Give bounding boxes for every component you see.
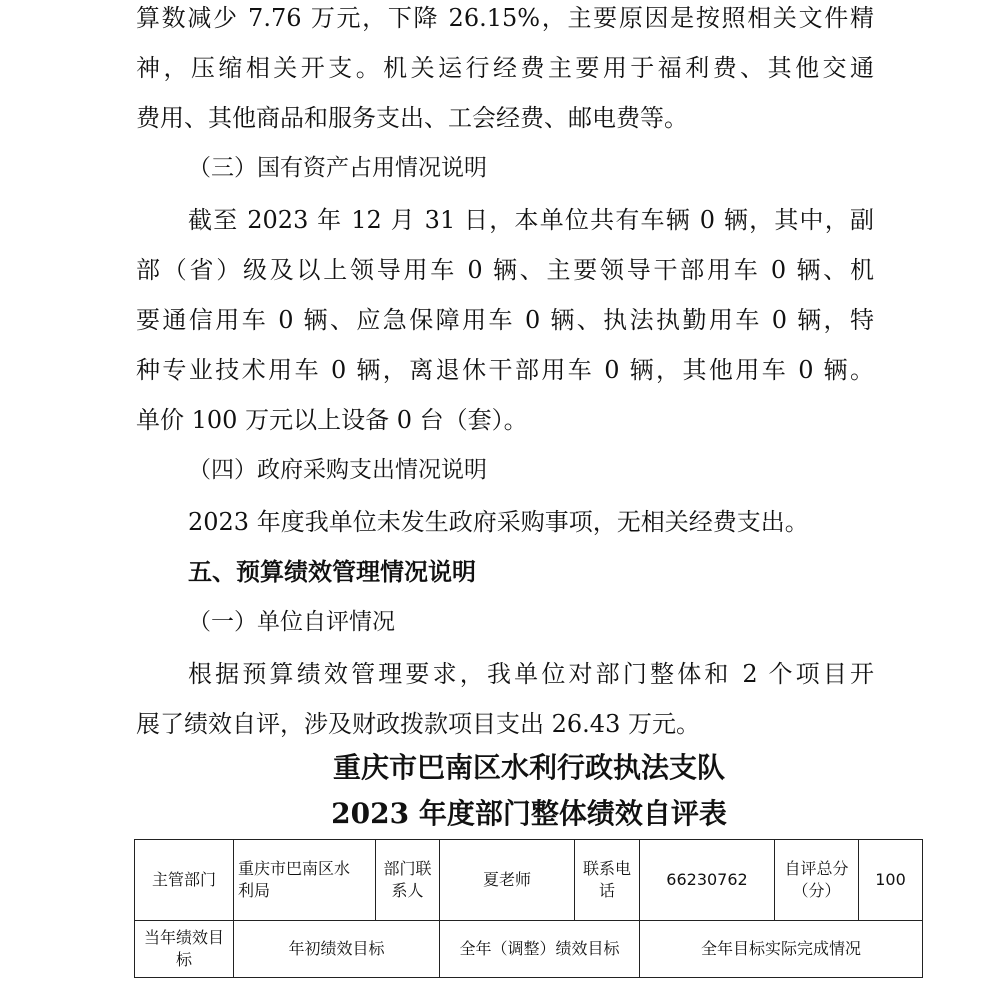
contact-value: 夏老师 (482, 870, 531, 889)
paragraph-line: 种专业技术用车 0 辆，离退休干部用车 0 辆，其他用车 0 辆。 (136, 356, 874, 384)
table-title-line2: 2023 年度部门整体绩效自评表 (331, 797, 727, 830)
phone-label-line: 话 (598, 881, 615, 900)
performance-evaluation-table (134, 839, 923, 978)
initial-goal-header: 年初绩效目标 (288, 939, 385, 958)
paragraph-line: 2023 年度我单位未发生政府采购事项，无相关经费支出。 (188, 508, 809, 536)
adjusted-goal-cell (440, 921, 640, 978)
contact-label-line: 系人 (391, 881, 424, 900)
contact-label-cell (376, 840, 440, 921)
score-label-line: 自评总分 (784, 859, 849, 878)
section-heading-procurement: （四）政府采购支出情况说明 (188, 457, 487, 483)
paragraph-line: 神，压缩相关开支。机关运行经费主要用于福利费、其他交通 (136, 54, 874, 82)
paragraph-line: 根据预算绩效管理要求，我单位对部门整体和 2 个项目开 (188, 660, 874, 688)
goal-label-line: 当年绩效目 (143, 928, 224, 947)
table-title-line1: 重庆市巴南区水利行政执法支队 (332, 751, 725, 784)
chapter-heading-performance: 五、预算绩效管理情况说明 (188, 558, 476, 586)
table-row (135, 840, 923, 921)
phone-label-line: 联系电 (582, 859, 631, 878)
phone-value: 66230762 (666, 870, 748, 889)
paragraph-line: 算数减少 7.76 万元，下降 26.15%，主要原因是按照相关文件精 (136, 4, 874, 32)
section-heading-assets: （三）国有资产占用情况说明 (188, 155, 487, 181)
phone-value-cell (640, 840, 775, 921)
section-heading-self-evaluation: （一）单位自评情况 (188, 609, 395, 635)
table-row (135, 921, 923, 978)
goal-label-line: 标 (175, 950, 192, 969)
paragraph-line: 截至 2023 年 12 月 31 日，本单位共有车辆 0 辆，其中，副 (188, 206, 874, 234)
initial-goal-cell (234, 921, 440, 978)
paragraph-line: 要通信用车 0 辆、应急保障用车 0 辆、执法执勤用车 0 辆，特 (136, 306, 874, 334)
dept-value-line: 利局 (238, 881, 271, 900)
paragraph-line: 单价 100 万元以上设备 0 台（套）。 (136, 406, 528, 434)
score-value: 100 (875, 870, 906, 889)
dept-label: 主管部门 (151, 870, 216, 889)
actual-completion-cell (640, 921, 923, 978)
score-label-line: （分） (792, 881, 841, 900)
contact-label-line: 部门联 (383, 859, 432, 878)
dept-value-cell (234, 840, 376, 921)
contact-value-cell (440, 840, 575, 921)
paragraph-line: 展了绩效自评，涉及财政拨款项目支出 26.43 万元。 (136, 710, 700, 738)
score-label-cell (775, 840, 859, 921)
dept-label-cell (135, 840, 234, 921)
actual-completion-header: 全年目标实际完成情况 (700, 939, 861, 958)
adjusted-goal-header: 全年（调整）绩效目标 (459, 939, 620, 958)
score-value-cell (859, 840, 923, 921)
phone-label-cell (575, 840, 640, 921)
paragraph-line: 费用、其他商品和服务支出、工会经费、邮电费等。 (136, 104, 688, 132)
dept-value-line: 重庆市巴南区水 (238, 859, 351, 878)
paragraph-line: 部（省）级及以上领导用车 0 辆、主要领导干部用车 0 辆、机 (136, 256, 874, 284)
goal-label-cell (135, 921, 234, 978)
